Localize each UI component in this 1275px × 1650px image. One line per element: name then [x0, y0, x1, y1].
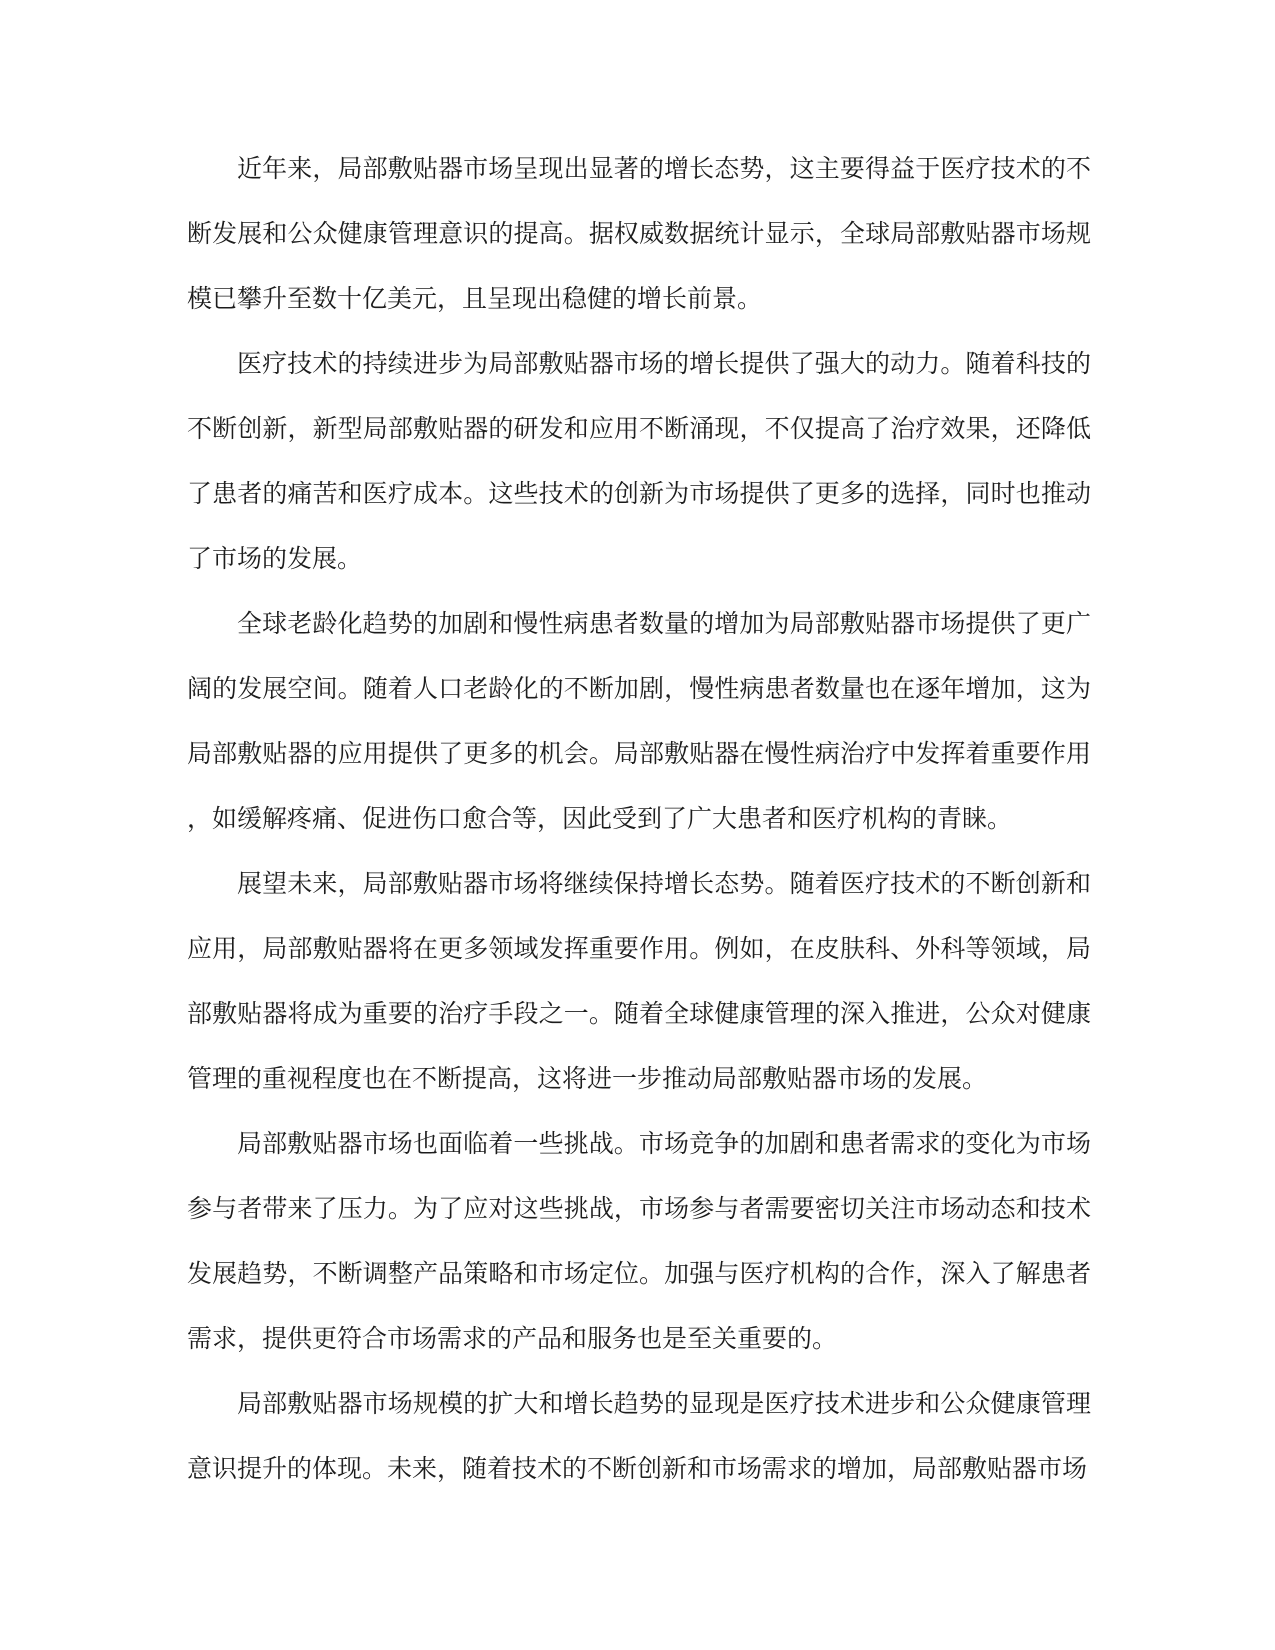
document-text-block [187, 137, 1091, 1502]
paragraph: 近年来，局部敷贴器市场呈现出显著的增长态势，这主要得益于医疗技术的不断发展和公众健康管理意识的提高。据权威数据统计显示，全球局部敷贴器市场规模已攀升至数十亿美元，且呈现出稳健的增长前景。 [187, 155, 1091, 313]
paragraph: 展望未来，局部敷贴器市场将继续保持增长态势。随着医疗技术的不断创新和应用，局部敷贴器将在更多领域发挥重要作用。例如，在皮肤科、外科等领域，局部敷贴器将成为重要的治疗手段之一。随着全球健康管理的深入推进，公众对健康管理的重视程度也在不断提高，这将进一步推动局部敷贴器市场的发展。 [187, 870, 1091, 1093]
paragraph: 局部敷贴器市场规模的扩大和增长趋势的显现是医疗技术进步和公众健康管理意识提升的体现。未来，随着技术的不断创新和市场需求的增加，局部敷贴器市场 [187, 1390, 1091, 1483]
paragraph: 医疗技术的持续进步为局部敷贴器市场的增长提供了强大的动力。随着科技的不断创新，新型局部敷贴器的研发和应用不断涌现，不仅提高了治疗效果，还降低了患者的痛苦和医疗成本。这些技术的创新为市场提供了更多的选择，同时也推动了市场的发展。 [187, 350, 1091, 573]
paragraph: 局部敷贴器市场也面临着一些挑战。市场竞争的加剧和患者需求的变化为市场参与者带来了压力。为了应对这些挑战，市场参与者需要密切关注市场动态和技术发展趋势，不断调整产品策略和市场定位。加强与医疗机构的合作，深入了解患者需求，提供更符合市场需求的产品和服务也是至关重要的。 [187, 1130, 1091, 1353]
paragraph: 全球老龄化趋势的加剧和慢性病患者数量的增加为局部敷贴器市场提供了更广阔的发展空间。随着人口老龄化的不断加剧，慢性病患者数量也在逐年增加，这为局部敷贴器的应用提供了更多的机会。局部敷贴器在慢性病治疗中发挥着重要作用，如缓解疼痛、促进伤口愈合等，因此受到了广大患者和医疗机构的青睐。 [187, 610, 1091, 833]
